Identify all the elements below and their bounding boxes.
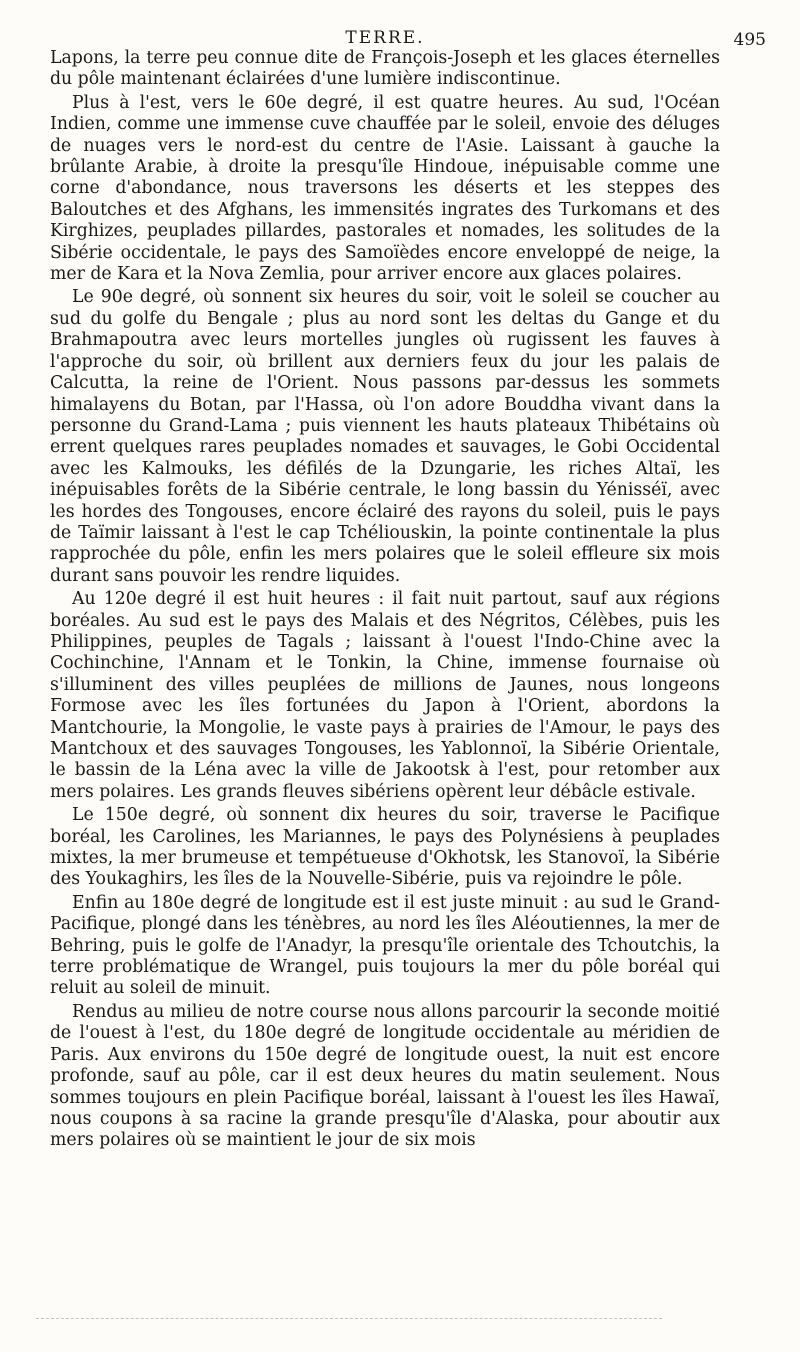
- paragraph: Le 150e degré, où sonnent dix heures du soir, traverse le Pacifique boréal, les Carolines, les Mariannes, le pays des Polynésiens à peuplades mixtes, la mer brumeuse et tempétueuse d'Okhotsk, les Stanovoï, la Sibérie des Youkaghirs, les îles de la Nouvelle-Sibérie, puis va rejoindre le pôle.: [50, 805, 720, 890]
- page-number: 495: [733, 30, 766, 50]
- paragraph: Rendus au milieu de notre course nous allons parcourir la seconde moitié de l'ouest à l'est, du 180e degré de longitude occidentale au méridien de Paris. Aux environs du 150e degré de longitude ouest, la nuit est encore profonde, sauf au pôle, car il est deux heures du matin seulement. Nous sommes toujours en plein Pacifique boréal, laissant à l'ouest les îles Hawaï, nous coupons à sa racine la grande presqu'île d'Alaska, pour aboutir aux mers polaires où se maintient le jour de six mois: [50, 1001, 720, 1151]
- paragraph: Enfin au 180e degré de longitude est il est juste minuit : au sud le Grand-Pacifique, plongé dans les ténèbres, au nord les îles Aléoutiennes, la mer de Behring, puis le golfe de l'Anadyr, la presqu'île orientale des Tchoutchis, la terre problématique de Wrangel, puis toujours la mer du pôle boréal qui reluit au soleil de minuit.: [50, 892, 720, 999]
- running-title: TERRE.: [345, 28, 425, 48]
- footer-rule: [36, 1318, 662, 1319]
- body-text: [50, 48, 720, 1152]
- paragraph: Au 120e degré il est huit heures : il fait nuit partout, sauf aux régions boréales. Au sud est le pays des Malais et des Négritos, Célèbes, puis les Philippines, peuples de Tagals ; laissant à l'ouest l'Indo-Chine avec la Cochinchine, l'Annam et le Tonkin, la Chine, immense fournaise où s'illuminent des villes peuplées de millions de Jaunes, nous longeons Formose avec les îles fortunées du Japon à l'Orient, abordons la Mantchourie, la Mongolie, le vaste pays à prairies de l'Amour, le pays des Mantchoux et des sauvages Tongouses, les Yablonnoï, la Sibérie Orientale, le bassin de la Léna avec la ville de Jakootsk à l'est, pour retomber aux mers polaires. Les grands fleuves sibériens opèrent leur débâcle estivale.: [50, 589, 720, 802]
- paragraph: Plus à l'est, vers le 60e degré, il est quatre heures. Au sud, l'Océan Indien, comme une immense cuve chauffée par le soleil, envoie des déluges de nuages vers le nord-est du centre de l'Asie. Laissant à gauche la brûlante Arabie, à droite la presqu'île Hindoue, inépuisable comme une corne d'abondance, nous traversons les déserts et les steppes des Baloutches et des Afghans, les immensités ingrates des Turkomans et des Kirghizes, peuplades pillardes, pastorales et nomades, les solitudes de la Sibérie occidentale, le pays des Samoïèdes encore enveloppé de neige, la mer de Kara et la Nova Zemlia, pour arriver encore aux glaces polaires.: [50, 92, 720, 285]
- paragraph: Le 90e degré, où sonnent six heures du soir, voit le soleil se coucher au sud du golfe du Bengale ; plus au nord sont les deltas du Gange et du Brahmapoutra avec leurs mortelles jungles où rugissent les fauves à l'approche du soir, où brillent aux derniers feux du jour les palais de Calcutta, la reine de l'Orient. Nous passons par-dessus les sommets himalayens du Botan, par l'Hassa, où l'on adore Bouddha vivant dans la personne du Grand-Lama ; puis viennent les hauts plateaux Thibétains où errent quelques rares peuplades nomades et sauvages, le Gobi Occidental avec les Kalmouks, les défilés de la Dzungarie, les riches Altaï, les inépuisables forêts de la Sibérie centrale, le long bassin du Yénisséï, avec les hordes des Tongouses, encore éclairé des rayons du soleil, puis le pays de Taïmir laissant à l'est le cap Tchéliouskin, la pointe continentale la plus rapprochée du pôle, enfin les mers polaires que le soleil effleure six mois durant sans pouvoir les rendre liquides.: [50, 287, 720, 586]
- paragraph: Lapons, la terre peu connue dite de François-Joseph et les glaces éternelles du pôle maintenant éclairées d'une lumière indiscontinue.: [50, 48, 720, 90]
